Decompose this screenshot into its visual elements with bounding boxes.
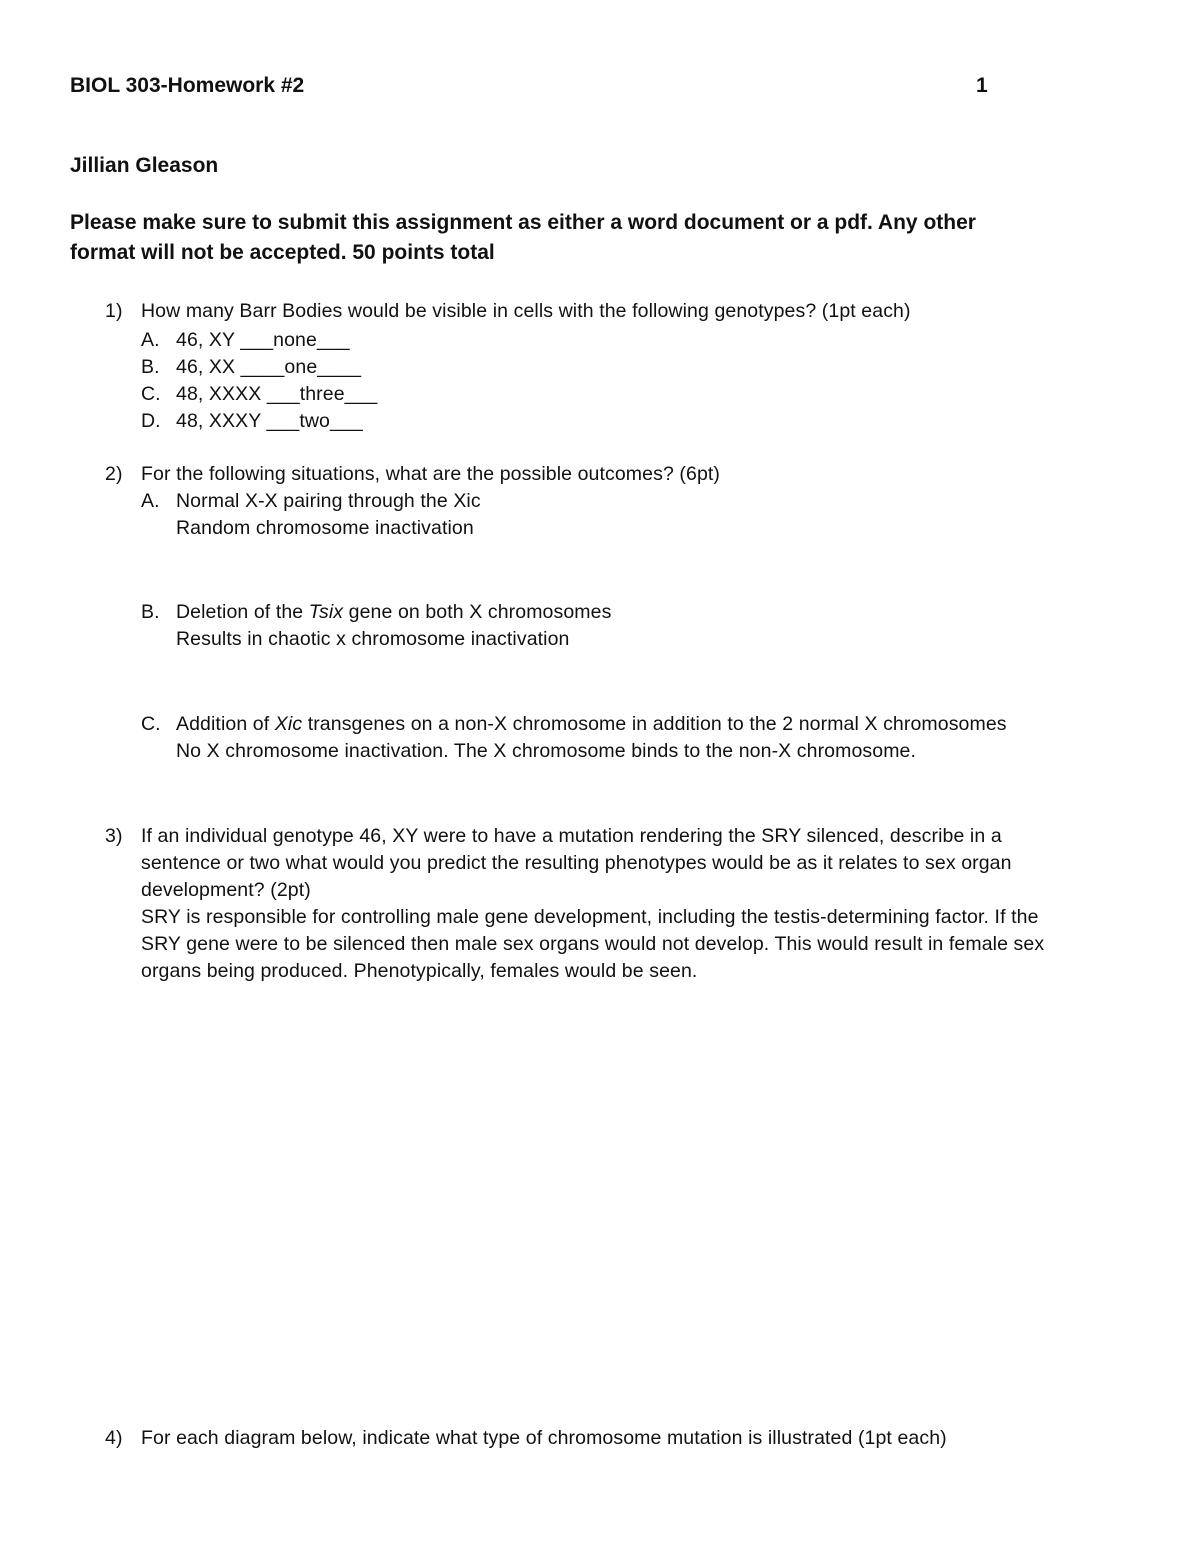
gene-name-tsix: Tsix [308,601,344,623]
q2-number: 2) [105,463,123,485]
instructions-line-2: format will not be accepted. 50 points total [70,241,495,264]
q3-answer-line: organs being produced. Phenotypically, females would be seen. [141,960,698,982]
q1-item-letter: B. [141,356,160,378]
q1-item-answer: 48, XXXY ___two___ [176,410,363,432]
q3-answer-line: SRY gene were to be silenced then male sex organs would not develop. This would result in female sex [141,933,1045,955]
q3-prompt-line: development? (2pt) [141,879,311,901]
q1-item-answer: 46, XY ___none___ [176,329,350,351]
q1-item-letter: D. [141,410,161,432]
q1-item-answer: 48, XXXX ___three___ [176,383,378,405]
q3-answer-line: SRY is responsible for controlling male gene development, including the testis-determining factor. If the [141,906,1039,928]
q2-prompt: For the following situations, what are the possible outcomes? (6pt) [141,463,720,485]
q2-a-text: Normal X-X pairing through the Xic [176,490,481,512]
q4-number: 4) [105,1427,123,1449]
gene-name-xic: Xic [274,713,303,735]
q1-item-answer: 46, XX ____one____ [176,356,362,378]
page-number: 1 [976,74,988,97]
course-title: BIOL 303-Homework #2 [70,74,305,97]
q3-prompt-line: sentence or two what would you predict the resulting phenotypes would be as it relates to sex organ [141,852,1012,874]
q2-b-answer: Results in chaotic x chromosome inactivation [176,628,570,650]
q2-b-letter: B. [141,601,160,623]
q4-prompt: For each diagram below, indicate what type of chromosome mutation is illustrated (1pt each) [141,1427,947,1449]
student-name: Jillian Gleason [70,154,219,177]
q2-c-answer: No X chromosome inactivation. The X chromosome binds to the non-X chromosome. [176,740,917,762]
q2-a-letter: A. [141,490,160,512]
q3-prompt-line: If an individual genotype 46, XY were to have a mutation rendering the SRY silenced, describe in a [141,825,1002,847]
q1-prompt: How many Barr Bodies would be visible in cells with the following genotypes? (1pt each) [141,300,911,322]
q2-a-answer: Random chromosome inactivation [176,517,474,539]
q2-c-text: Addition of Xic transgenes on a non-X chromosome in addition to the 2 normal X chromosomes [176,713,1007,735]
q1-item-letter: C. [141,383,161,405]
q2-c-letter: C. [141,713,161,735]
q2-b-text: Deletion of the Tsix gene on both X chromosomes [176,601,612,623]
q1-item-letter: A. [141,329,160,351]
q1-number: 1) [105,300,123,322]
q3-number: 3) [105,825,123,847]
instructions-line-1: Please make sure to submit this assignment as either a word document or a pdf. Any other [70,211,976,234]
